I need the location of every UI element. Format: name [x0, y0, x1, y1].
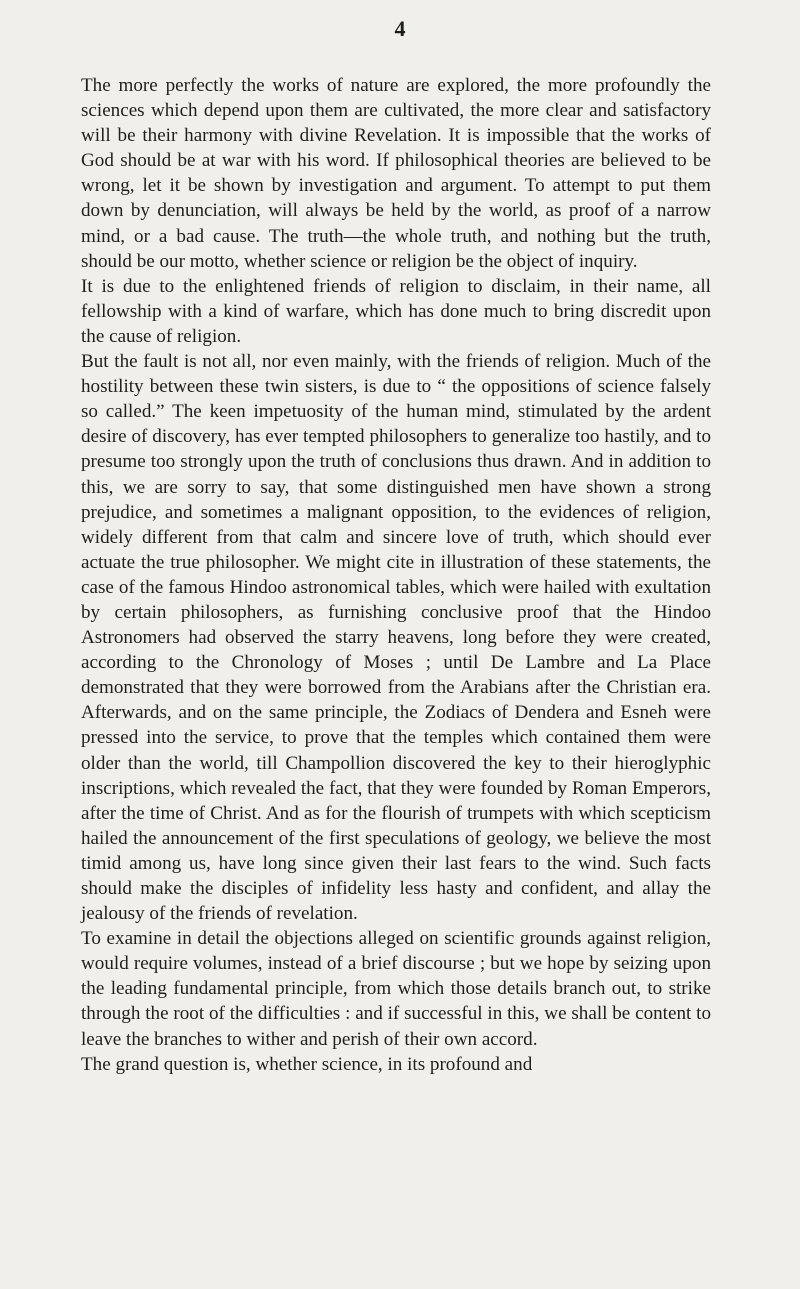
paragraph-3: But the fault is not all, nor even mainly, with the friends of religion. Much of the hostility between these twin sisters, is due to “ the oppositions of science falsely so called.” The keen impetuosity of the human mind, stimulated by the ardent desire of discovery, has ever tempted philosophers to generalize too hastily, and to presume too strongly upon the truth of conclusions thus drawn. And in addition to this, we are sorry to say, that some distinguished men have shown a strong prejudice, and sometimes a malignant opposition, to the evidences of religion, widely different from that calm and sincere love of truth, which should ever actuate the true philosopher. We might cite in illustration of these statements, the case of the famous Hindoo astronomical tables, which were hailed with exultation by certain philosophers, as furnishing conclusive proof that the Hindoo Astronomers had observed the starry heavens, long before they were created, according to the Chronology of Moses ; until De Lambre and La Place demonstrated that they were borrowed from the Arabians after the Christian era. Afterwards, and on the same principle, the Zodiacs of Dendera and Esneh were pressed into the service, to prove that the temples which contained them were older than the world, till Champollion discovered the key to their hieroglyphic inscriptions, which revealed the fact, that they were founded by Roman Emperors, after the time of Christ. And as for the flourish of trumpets with which scepticism hailed the announcement of the first speculations of geology, we believe the most timid among us, have long since given their last fears to the wind. Such facts should make the disciples of infidelity less hasty and confident, and allay the jealousy of the friends of revelation.	[81, 351, 711, 925]
paragraph-1: The more perfectly the works of nature are explored, the more profoundly the sciences which depend upon them are cultivated, the more clear and satisfactory will be their harmony with divine Revelation. It is impossible that the works of God should be at war with his word. If philosophical theories are believed to be wrong, let it be shown by investigation and argument. To attempt to put them down by denunciation, will always be held by the world, as proof of a narrow mind, or a bad cause. The truth—the whole truth, and nothing but the truth, should be our motto, whether science or religion be the object of inquiry.	[81, 75, 711, 272]
paragraph-2: It is due to the enlightened friends of religion to disclaim, in their name, all fellowship with a kind of warfare, which has done much to bring discredit upon the cause of religion.	[81, 275, 711, 347]
page-number: 4	[394, 16, 406, 41]
paragraph-4: To examine in detail the objections alleged on scientific grounds against religion, would require volumes, instead of a brief discourse ; but we hope by seizing upon the leading fundamental principle, from which those details branch out, to strike through the root of the difficulties : and if successful in this, we shall be content to leave the branches to wither and perish of their own accord.	[81, 928, 711, 1050]
body-text	[81, 73, 711, 1077]
paragraph-5: The grand question is, whether science, in its profound and	[81, 1053, 533, 1075]
